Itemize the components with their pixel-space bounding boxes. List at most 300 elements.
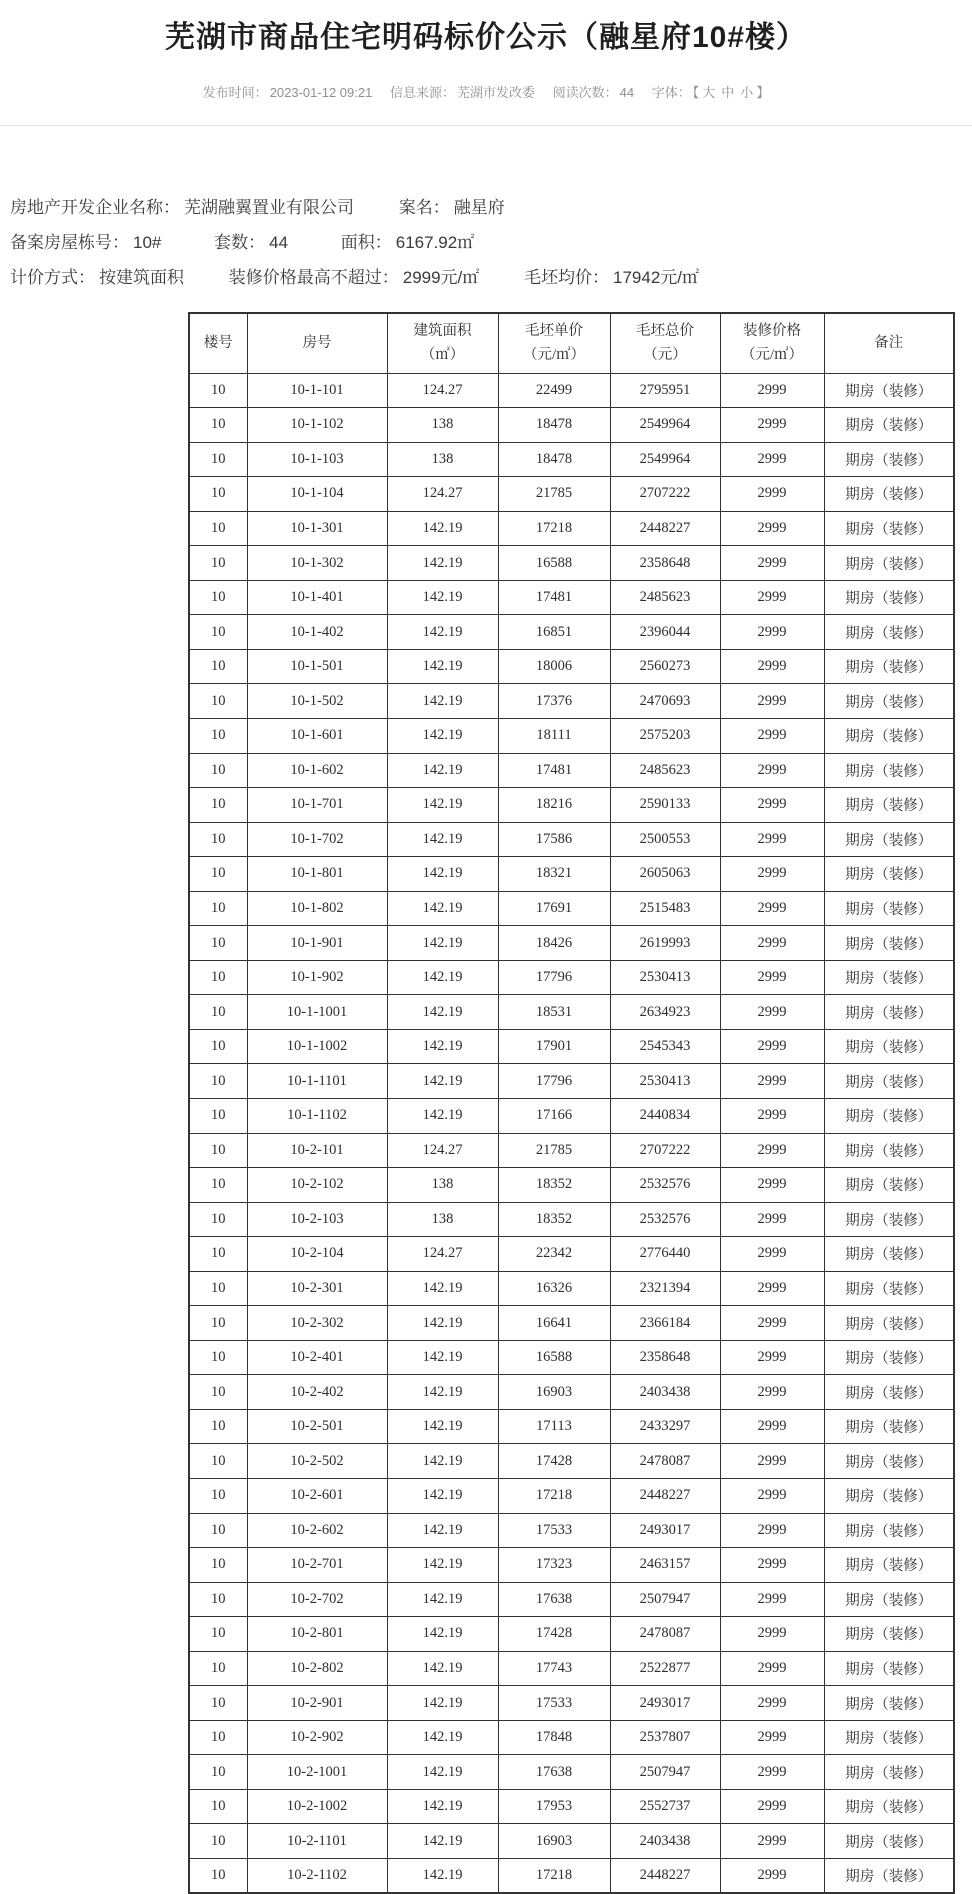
table-cell: 2366184 — [610, 1306, 720, 1341]
table-row — [189, 511, 954, 546]
table-cell: 138 — [387, 1168, 498, 1203]
table-cell: 期房（装修） — [824, 960, 954, 995]
table-cell: 22499 — [498, 373, 610, 408]
table-cell: 10 — [189, 1133, 247, 1168]
table-cell: 10-1-103 — [247, 442, 387, 477]
table-cell: 17533 — [498, 1686, 610, 1721]
table-cell: 142.19 — [387, 891, 498, 926]
table-cell: 17953 — [498, 1789, 610, 1824]
table-cell: 2478087 — [610, 1444, 720, 1479]
pricing-method-value: 按建筑面积 — [99, 268, 184, 287]
table-row — [189, 1513, 954, 1548]
table-cell: 期房（装修） — [824, 1755, 954, 1790]
table-cell: 10 — [189, 1582, 247, 1617]
table-cell: 10-1-902 — [247, 960, 387, 995]
developer-field — [10, 190, 354, 225]
table-cell: 2493017 — [610, 1686, 720, 1721]
table-cell: 2999 — [720, 442, 824, 477]
table-cell: 142.19 — [387, 1306, 498, 1341]
read-count — [553, 85, 634, 100]
table-cell: 10 — [189, 1720, 247, 1755]
table-row — [189, 684, 954, 719]
table-cell: 10-1-401 — [247, 580, 387, 615]
unit-count-value: 44 — [269, 233, 289, 252]
table-cell: 期房（装修） — [824, 1513, 954, 1548]
table-cell: 142.19 — [387, 822, 498, 857]
table-cell: 2448227 — [610, 1479, 720, 1514]
table-cell: 10-1-501 — [247, 649, 387, 684]
table-cell: 2396044 — [610, 615, 720, 650]
font-bracket-close: 】 — [756, 85, 770, 100]
table-cell: 2321394 — [610, 1271, 720, 1306]
table-cell: 16326 — [498, 1271, 610, 1306]
table-cell: 10-1-602 — [247, 753, 387, 788]
table-cell: 10 — [189, 1064, 247, 1099]
table-cell: 期房（装修） — [824, 373, 954, 408]
table-cell: 142.19 — [387, 1271, 498, 1306]
column-header: 房号 — [247, 313, 387, 373]
table-cell: 10-2-1001 — [247, 1755, 387, 1790]
table-row — [189, 477, 954, 512]
table-cell: 10 — [189, 1168, 247, 1203]
table-cell: 142.19 — [387, 1479, 498, 1514]
table-cell: 10-2-702 — [247, 1582, 387, 1617]
table-cell: 2530413 — [610, 960, 720, 995]
table-cell: 2507947 — [610, 1755, 720, 1790]
table-cell: 142.19 — [387, 1513, 498, 1548]
table-cell: 17638 — [498, 1755, 610, 1790]
table-cell: 10 — [189, 1859, 247, 1894]
table-cell: 期房（装修） — [824, 1824, 954, 1859]
table-cell: 2530413 — [610, 1064, 720, 1099]
table-cell: 2999 — [720, 1582, 824, 1617]
table-cell: 10-1-702 — [247, 822, 387, 857]
table-cell: 10-2-901 — [247, 1686, 387, 1721]
column-header: 装修价格 （元/㎡） — [720, 313, 824, 373]
table-cell: 10 — [189, 718, 247, 753]
project-name-value: 融星府 — [453, 198, 505, 217]
developer-label: 房地产开发企业名称： — [10, 198, 180, 217]
table-row — [189, 1375, 954, 1410]
font-size-medium-link[interactable]: 中 — [721, 85, 735, 100]
table-cell: 17218 — [498, 1479, 610, 1514]
table-cell: 10 — [189, 926, 247, 961]
table-cell: 2999 — [720, 1064, 824, 1099]
table-cell: 10 — [189, 788, 247, 823]
table-cell: 2999 — [720, 1513, 824, 1548]
table-cell: 17481 — [498, 753, 610, 788]
table-row — [189, 1340, 954, 1375]
table-cell: 2634923 — [610, 995, 720, 1030]
table-cell: 期房（装修） — [824, 1651, 954, 1686]
table-cell: 2500553 — [610, 822, 720, 857]
table-cell: 2999 — [720, 511, 824, 546]
table-cell: 16641 — [498, 1306, 610, 1341]
table-cell: 2590133 — [610, 788, 720, 823]
table-cell: 期房（装修） — [824, 1340, 954, 1375]
table-row — [189, 1479, 954, 1514]
table-cell: 2999 — [720, 1444, 824, 1479]
building-no-label: 备案房屋栋号： — [10, 233, 129, 252]
table-row — [189, 546, 954, 581]
table-cell: 期房（装修） — [824, 1479, 954, 1514]
info-source — [390, 85, 535, 100]
property-info-block — [10, 190, 972, 295]
table-cell: 2999 — [720, 1859, 824, 1894]
table-cell: 18426 — [498, 926, 610, 961]
table-cell: 2605063 — [610, 857, 720, 892]
table-row — [189, 1098, 954, 1133]
table-cell: 2507947 — [610, 1582, 720, 1617]
table-cell: 2485623 — [610, 753, 720, 788]
font-size-label: 字体： — [651, 85, 691, 100]
table-cell: 10-1-302 — [247, 546, 387, 581]
table-cell: 2776440 — [610, 1237, 720, 1272]
info-line-building — [10, 225, 972, 260]
table-cell: 2545343 — [610, 1029, 720, 1064]
header-divider — [0, 125, 972, 126]
table-cell: 期房（装修） — [824, 753, 954, 788]
rough-avg-price-field — [524, 260, 699, 295]
unit-count-label: 套数： — [214, 233, 266, 252]
table-cell: 18478 — [498, 442, 610, 477]
table-cell: 10 — [189, 1548, 247, 1583]
table-row — [189, 995, 954, 1030]
table-cell: 2999 — [720, 1617, 824, 1652]
table-cell: 10 — [189, 615, 247, 650]
table-cell: 10 — [189, 477, 247, 512]
table-row — [189, 408, 954, 443]
table-row — [189, 753, 954, 788]
table-cell: 期房（装修） — [824, 684, 954, 719]
table-cell: 2999 — [720, 753, 824, 788]
table-cell: 期房（装修） — [824, 1548, 954, 1583]
table-row — [189, 1755, 954, 1790]
table-cell: 10-1-701 — [247, 788, 387, 823]
publish-time-label: 发布时间： — [202, 85, 268, 100]
table-cell: 2999 — [720, 580, 824, 615]
meta-bar — [0, 82, 972, 101]
table-cell: 124.27 — [387, 1133, 498, 1168]
table-cell: 2795951 — [610, 373, 720, 408]
table-cell: 138 — [387, 1202, 498, 1237]
table-cell: 21785 — [498, 477, 610, 512]
table-cell: 10 — [189, 1755, 247, 1790]
table-cell: 142.19 — [387, 960, 498, 995]
table-cell: 2560273 — [610, 649, 720, 684]
table-row — [189, 1617, 954, 1652]
column-header: 楼号 — [189, 313, 247, 373]
table-cell: 17481 — [498, 580, 610, 615]
table-cell: 142.19 — [387, 857, 498, 892]
table-cell: 2515483 — [610, 891, 720, 926]
table-row — [189, 891, 954, 926]
table-cell: 2999 — [720, 373, 824, 408]
table-cell: 10 — [189, 408, 247, 443]
table-cell: 10 — [189, 1686, 247, 1721]
table-cell: 2549964 — [610, 408, 720, 443]
table-cell: 2999 — [720, 615, 824, 650]
table-cell: 10-1-801 — [247, 857, 387, 892]
table-cell: 124.27 — [387, 477, 498, 512]
table-cell: 期房（装修） — [824, 546, 954, 581]
table-cell: 2707222 — [610, 1133, 720, 1168]
table-cell: 17586 — [498, 822, 610, 857]
table-row — [189, 926, 954, 961]
table-cell: 142.19 — [387, 1340, 498, 1375]
table-cell: 142.19 — [387, 1789, 498, 1824]
table-cell: 142.19 — [387, 615, 498, 650]
table-cell: 2999 — [720, 857, 824, 892]
table-cell: 10-2-102 — [247, 1168, 387, 1203]
rough-avg-price-label: 毛坯均价： — [524, 268, 610, 287]
table-cell: 17428 — [498, 1617, 610, 1652]
table-cell: 17796 — [498, 1064, 610, 1099]
rough-avg-price-value: 17942元/㎡ — [613, 268, 700, 287]
table-cell: 142.19 — [387, 580, 498, 615]
table-cell: 10 — [189, 1306, 247, 1341]
table-cell: 10 — [189, 684, 247, 719]
table-cell: 21785 — [498, 1133, 610, 1168]
table-row — [189, 1064, 954, 1099]
table-cell: 2433297 — [610, 1409, 720, 1444]
table-cell: 10 — [189, 1375, 247, 1410]
table-cell: 17323 — [498, 1548, 610, 1583]
table-cell: 17428 — [498, 1444, 610, 1479]
table-cell: 10-2-701 — [247, 1548, 387, 1583]
price-table-wrap — [188, 312, 972, 1894]
table-cell: 期房（装修） — [824, 649, 954, 684]
table-cell: 10 — [189, 1824, 247, 1859]
table-cell: 期房（装修） — [824, 408, 954, 443]
unit-count-field — [214, 225, 288, 260]
table-cell: 2403438 — [610, 1375, 720, 1410]
table-cell: 2999 — [720, 477, 824, 512]
table-cell: 2999 — [720, 1029, 824, 1064]
table-row — [189, 1548, 954, 1583]
table-cell: 2470693 — [610, 684, 720, 719]
price-table-body — [189, 373, 954, 1893]
table-cell: 10-1-1002 — [247, 1029, 387, 1064]
table-cell: 142.19 — [387, 753, 498, 788]
table-cell: 142.19 — [387, 1098, 498, 1133]
table-cell: 22342 — [498, 1237, 610, 1272]
font-size-large-link[interactable]: 大 — [702, 85, 716, 100]
table-cell: 10 — [189, 1789, 247, 1824]
table-cell: 10-1-502 — [247, 684, 387, 719]
table-cell: 2999 — [720, 1271, 824, 1306]
table-cell: 期房（装修） — [824, 1444, 954, 1479]
column-header: 毛坯总价 （元） — [610, 313, 720, 373]
table-cell: 10 — [189, 1340, 247, 1375]
table-cell: 124.27 — [387, 1237, 498, 1272]
table-cell: 2999 — [720, 1409, 824, 1444]
table-row — [189, 649, 954, 684]
table-cell: 2999 — [720, 1824, 824, 1859]
table-cell: 17218 — [498, 1859, 610, 1894]
table-cell: 18111 — [498, 718, 610, 753]
table-row — [189, 373, 954, 408]
table-cell: 期房（装修） — [824, 822, 954, 857]
developer-value: 芜湖融翼置业有限公司 — [184, 198, 354, 217]
read-count-label: 阅读次数： — [552, 85, 618, 100]
table-cell: 2552737 — [610, 1789, 720, 1824]
table-cell: 期房（装修） — [824, 1582, 954, 1617]
table-cell: 期房（装修） — [824, 1409, 954, 1444]
table-cell: 142.19 — [387, 926, 498, 961]
total-area-field — [341, 225, 474, 260]
pricing-method-field — [10, 260, 184, 295]
table-cell: 2403438 — [610, 1824, 720, 1859]
table-cell: 2532576 — [610, 1168, 720, 1203]
table-cell: 17848 — [498, 1720, 610, 1755]
table-row — [189, 1271, 954, 1306]
table-cell: 10-1-102 — [247, 408, 387, 443]
table-cell: 10-2-101 — [247, 1133, 387, 1168]
table-cell: 10-2-602 — [247, 1513, 387, 1548]
table-cell: 142.19 — [387, 1755, 498, 1790]
table-cell: 142.19 — [387, 546, 498, 581]
table-cell: 2999 — [720, 684, 824, 719]
table-cell: 16851 — [498, 615, 610, 650]
table-cell: 2999 — [720, 1202, 824, 1237]
table-cell: 142.19 — [387, 1444, 498, 1479]
info-line-pricing — [10, 260, 972, 295]
table-cell: 16588 — [498, 546, 610, 581]
column-header: 建筑面积 （㎡） — [387, 313, 498, 373]
font-size-small-link[interactable]: 小 — [740, 85, 754, 100]
table-row — [189, 960, 954, 995]
table-row — [189, 718, 954, 753]
table-cell: 16588 — [498, 1340, 610, 1375]
table-cell: 10-1-1001 — [247, 995, 387, 1030]
table-cell: 10-1-802 — [247, 891, 387, 926]
table-cell: 2999 — [720, 1375, 824, 1410]
table-cell: 2532576 — [610, 1202, 720, 1237]
table-cell: 2485623 — [610, 580, 720, 615]
table-cell: 142.19 — [387, 1064, 498, 1099]
table-row — [189, 822, 954, 857]
table-cell: 期房（装修） — [824, 1168, 954, 1203]
table-cell: 期房（装修） — [824, 1029, 954, 1064]
table-cell: 10-2-301 — [247, 1271, 387, 1306]
table-cell: 期房（装修） — [824, 1720, 954, 1755]
table-cell: 10 — [189, 1029, 247, 1064]
decoration-max-label: 装修价格最高不超过： — [228, 268, 399, 287]
table-cell: 10 — [189, 442, 247, 477]
table-cell: 10 — [189, 373, 247, 408]
table-cell: 10-2-401 — [247, 1340, 387, 1375]
info-source-value: 芜湖市发改委 — [456, 85, 535, 100]
table-cell: 10 — [189, 1271, 247, 1306]
table-row — [189, 1582, 954, 1617]
table-cell: 142.19 — [387, 1617, 498, 1652]
table-cell: 期房（装修） — [824, 1271, 954, 1306]
table-cell: 期房（装修） — [824, 442, 954, 477]
table-cell: 期房（装修） — [824, 788, 954, 823]
table-cell: 142.19 — [387, 788, 498, 823]
table-cell: 10 — [189, 1237, 247, 1272]
column-header: 毛坯单价 （元/㎡） — [498, 313, 610, 373]
table-row — [189, 788, 954, 823]
info-line-developer — [10, 190, 972, 225]
table-cell: 16903 — [498, 1375, 610, 1410]
table-cell: 124.27 — [387, 373, 498, 408]
info-source-label: 信息来源： — [389, 85, 455, 100]
table-row — [189, 442, 954, 477]
font-size-selector — [652, 85, 770, 100]
table-cell: 10-2-1002 — [247, 1789, 387, 1824]
table-cell: 18352 — [498, 1202, 610, 1237]
table-cell: 17166 — [498, 1098, 610, 1133]
table-cell: 10-1-101 — [247, 373, 387, 408]
table-cell: 142.19 — [387, 1029, 498, 1064]
pricing-method-label: 计价方式： — [10, 268, 95, 287]
table-cell: 2575203 — [610, 718, 720, 753]
table-cell: 10-2-402 — [247, 1375, 387, 1410]
table-cell: 2999 — [720, 1237, 824, 1272]
table-cell: 期房（装修） — [824, 1133, 954, 1168]
table-row — [189, 1133, 954, 1168]
table-cell: 2999 — [720, 1548, 824, 1583]
table-row — [189, 1306, 954, 1341]
table-row — [189, 1168, 954, 1203]
table-row — [189, 1409, 954, 1444]
table-cell: 2619993 — [610, 926, 720, 961]
table-cell: 10-2-103 — [247, 1202, 387, 1237]
table-row — [189, 857, 954, 892]
price-table-header-row — [189, 313, 954, 373]
building-no-field — [10, 225, 161, 260]
table-cell: 2463157 — [610, 1548, 720, 1583]
table-cell: 2707222 — [610, 477, 720, 512]
decoration-max-value: 2999元/㎡ — [402, 268, 480, 287]
table-cell: 期房（装修） — [824, 1859, 954, 1894]
table-cell: 142.19 — [387, 1409, 498, 1444]
table-cell: 2999 — [720, 1306, 824, 1341]
table-cell: 10-1-301 — [247, 511, 387, 546]
total-area-label: 面积： — [340, 233, 392, 252]
price-table — [188, 312, 955, 1894]
table-cell: 2999 — [720, 891, 824, 926]
table-cell: 10-1-901 — [247, 926, 387, 961]
table-cell: 期房（装修） — [824, 1686, 954, 1721]
table-cell: 142.19 — [387, 1375, 498, 1410]
table-cell: 17743 — [498, 1651, 610, 1686]
page-title: 芜湖市商品住宅明码标价公示（融星府10#楼） — [164, 21, 808, 54]
table-cell: 142.19 — [387, 1824, 498, 1859]
table-cell: 2999 — [720, 1479, 824, 1514]
table-cell: 2999 — [720, 408, 824, 443]
table-cell: 142.19 — [387, 684, 498, 719]
table-cell: 142.19 — [387, 1720, 498, 1755]
table-cell: 10-2-601 — [247, 1479, 387, 1514]
table-cell: 期房（装修） — [824, 1237, 954, 1272]
table-cell: 17533 — [498, 1513, 610, 1548]
table-cell: 期房（装修） — [824, 1789, 954, 1824]
table-cell: 10 — [189, 1617, 247, 1652]
table-cell: 2999 — [720, 546, 824, 581]
table-cell: 138 — [387, 442, 498, 477]
table-cell: 期房（装修） — [824, 857, 954, 892]
table-cell: 17376 — [498, 684, 610, 719]
table-cell: 10 — [189, 546, 247, 581]
table-cell: 2358648 — [610, 546, 720, 581]
table-cell: 10-2-1101 — [247, 1824, 387, 1859]
table-cell: 10-1-1101 — [247, 1064, 387, 1099]
table-cell: 2440834 — [610, 1098, 720, 1133]
project-name-label: 案名： — [398, 198, 450, 217]
